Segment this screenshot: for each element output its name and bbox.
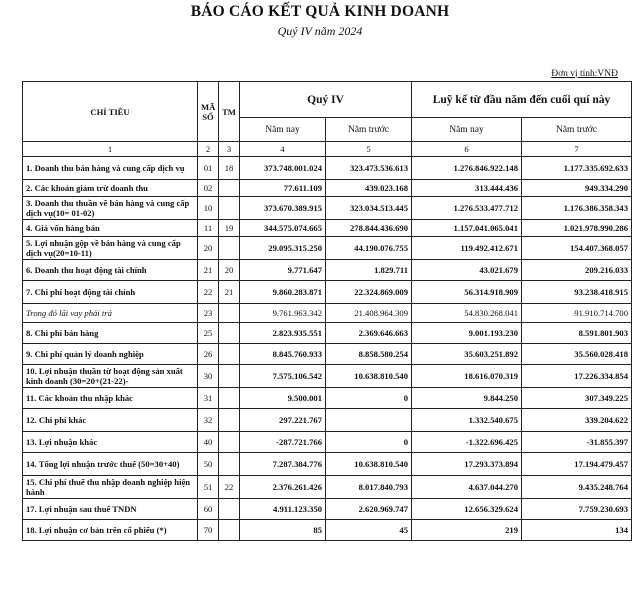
- header-y-previous-year: Năm trước: [522, 118, 632, 142]
- quarter-current-value: 373.748.001.024: [240, 157, 326, 180]
- column-number: 2: [198, 142, 219, 157]
- row-note: 18: [219, 157, 240, 180]
- header-quarter: Quý IV: [240, 82, 412, 118]
- quarter-previous-value: 2.620.969.747: [326, 499, 412, 520]
- column-number: 5: [326, 142, 412, 157]
- quarter-previous-value: 21.408.964.309: [326, 304, 412, 323]
- cumulative-previous-value: 17.194.479.457: [522, 453, 632, 476]
- quarter-current-value: 7.287.384.776: [240, 453, 326, 476]
- table-row: [23, 388, 632, 409]
- row-label: 7. Chi phí hoạt động tài chính: [23, 281, 198, 304]
- cumulative-previous-value: 134: [522, 520, 632, 541]
- table-row: [23, 453, 632, 476]
- cumulative-previous-value: 9.435.248.764: [522, 476, 632, 499]
- header-q-previous-year: Năm trước: [326, 118, 412, 142]
- row-label: 4. Giá vốn hàng bán: [23, 220, 198, 237]
- row-code: 22: [198, 281, 219, 304]
- cumulative-previous-value: 339.204.622: [522, 409, 632, 432]
- quarter-previous-value: 44.190.076.755: [326, 237, 412, 260]
- column-number-row: [23, 142, 632, 157]
- row-note: [219, 344, 240, 365]
- cumulative-previous-value: 8.591.801.903: [522, 323, 632, 344]
- row-note: 21: [219, 281, 240, 304]
- table-row: [23, 304, 632, 323]
- column-number: 7: [522, 142, 632, 157]
- cumulative-previous-value: 91.910.714.700: [522, 304, 632, 323]
- quarter-previous-value: [326, 409, 412, 432]
- row-code: 50: [198, 453, 219, 476]
- row-label: 18. Lợi nhuận cơ bản trên cổ phiếu (*): [23, 520, 198, 541]
- quarter-current-value: 85: [240, 520, 326, 541]
- table-body: [23, 82, 632, 541]
- row-note: [219, 197, 240, 220]
- row-code: 25: [198, 323, 219, 344]
- row-label: 12. Chi phí khác: [23, 409, 198, 432]
- row-label: 1. Doanh thu bán hàng và cung cấp dịch vụ: [23, 157, 198, 180]
- row-label: 11. Các khoản thu nhập khác: [23, 388, 198, 409]
- row-label: 14. Tổng lợi nhuận trước thuế (50=30+40): [23, 453, 198, 476]
- header-chi-tieu: CHỈ TIÊU: [23, 82, 198, 142]
- cumulative-current-value: -1.322.696.425: [412, 432, 522, 453]
- row-code: 20: [198, 237, 219, 260]
- cumulative-current-value: 9.001.193.230: [412, 323, 522, 344]
- row-label: 9. Chi phí quản lý doanh nghiệp: [23, 344, 198, 365]
- quarter-current-value: 344.575.074.665: [240, 220, 326, 237]
- row-note: [219, 388, 240, 409]
- quarter-current-value: 373.670.389.915: [240, 197, 326, 220]
- row-label: 5. Lợi nhuận gộp về bán hàng và cung cấp dịch vụ(20=10-11): [23, 237, 198, 260]
- row-code: 51: [198, 476, 219, 499]
- cumulative-previous-value: 7.759.230.693: [522, 499, 632, 520]
- quarter-current-value: 9.771.647: [240, 260, 326, 281]
- row-code: 10: [198, 197, 219, 220]
- quarter-current-value: 2.376.261.426: [240, 476, 326, 499]
- quarter-current-value: 77.611.109: [240, 180, 326, 197]
- row-label: 17. Lợi nhuận sau thuế TNDN: [23, 499, 198, 520]
- quarter-previous-value: 278.844.436.690: [326, 220, 412, 237]
- column-number: 1: [23, 142, 198, 157]
- cumulative-previous-value: 1.176.386.358.343: [522, 197, 632, 220]
- quarter-current-value: 9.500.001: [240, 388, 326, 409]
- column-number: 6: [412, 142, 522, 157]
- cumulative-current-value: 4.637.044.270: [412, 476, 522, 499]
- row-note: 20: [219, 260, 240, 281]
- row-code: 70: [198, 520, 219, 541]
- table-row: [23, 499, 632, 520]
- cumulative-previous-value: 35.560.028.418: [522, 344, 632, 365]
- quarter-previous-value: 10.638.810.540: [326, 365, 412, 388]
- row-note: [219, 432, 240, 453]
- cumulative-current-value: 56.314.918.909: [412, 281, 522, 304]
- cumulative-previous-value: -31.855.397: [522, 432, 632, 453]
- quarter-current-value: 4.911.123.350: [240, 499, 326, 520]
- cumulative-current-value: 17.293.373.894: [412, 453, 522, 476]
- quarter-current-value: 8.845.760.933: [240, 344, 326, 365]
- table-row: [23, 180, 632, 197]
- cumulative-previous-value: 209.216.033: [522, 260, 632, 281]
- table-row: [23, 344, 632, 365]
- row-note: 19: [219, 220, 240, 237]
- cumulative-current-value: 18.616.070.319: [412, 365, 522, 388]
- table-row: [23, 365, 632, 388]
- header-y-current-year: Năm nay: [412, 118, 522, 142]
- table-row: [23, 237, 632, 260]
- row-note: [219, 237, 240, 260]
- cumulative-current-value: 219: [412, 520, 522, 541]
- row-code: 31: [198, 388, 219, 409]
- table-row: [23, 157, 632, 180]
- report-period: Quý IV năm 2024: [277, 24, 363, 38]
- header-cumulative: Luỹ kế từ đầu năm đến cuối quí này: [412, 82, 632, 118]
- quarter-previous-value: 45: [326, 520, 412, 541]
- cumulative-previous-value: 949.334.290: [522, 180, 632, 197]
- quarter-previous-value: 8.858.580.254: [326, 344, 412, 365]
- row-code: 30: [198, 365, 219, 388]
- report-title: BÁO CÁO KẾT QUẢ KINH DOANH: [190, 3, 450, 20]
- header-ma-so: MÃ SỐ: [198, 82, 219, 142]
- column-number: 4: [240, 142, 326, 157]
- quarter-previous-value: 10.638.810.540: [326, 453, 412, 476]
- quarter-current-value: 2.823.935.551: [240, 323, 326, 344]
- cumulative-current-value: 1.276.846.922.148: [412, 157, 522, 180]
- cumulative-current-value: 1.276.533.477.712: [412, 197, 522, 220]
- row-label: 10. Lợi nhuận thuần từ hoạt động sản xuất kinh doanh (30=20+(21-22)-: [23, 365, 198, 388]
- table-row: [23, 281, 632, 304]
- row-code: 60: [198, 499, 219, 520]
- table-row: [23, 260, 632, 281]
- row-label: 15. Chi phí thuế thu nhập doanh nghiệp hiện hành: [23, 476, 198, 499]
- row-label: Trong đó lãi vay phải trả: [23, 304, 198, 323]
- quarter-current-value: 297.221.767: [240, 409, 326, 432]
- cumulative-current-value: 1.332.540.675: [412, 409, 522, 432]
- cumulative-current-value: 54.830.268.041: [412, 304, 522, 323]
- row-label: 3. Doanh thu thuần về bán hàng và cung cấp dịch vụ(10= 01-02): [23, 197, 198, 220]
- table-row: [23, 323, 632, 344]
- row-note: [219, 323, 240, 344]
- row-label: 8. Chi phí bán hàng: [23, 323, 198, 344]
- row-note: [219, 499, 240, 520]
- header-tm: TM: [219, 82, 240, 142]
- quarter-current-value: -287.721.766: [240, 432, 326, 453]
- cumulative-current-value: 43.021.679: [412, 260, 522, 281]
- table-row: [23, 476, 632, 499]
- quarter-previous-value: 22.324.869.009: [326, 281, 412, 304]
- quarter-previous-value: 323.034.513.445: [326, 197, 412, 220]
- row-code: 40: [198, 432, 219, 453]
- header-row: [23, 82, 632, 118]
- table-row: [23, 520, 632, 541]
- table-row: [23, 220, 632, 237]
- quarter-previous-value: 439.023.168: [326, 180, 412, 197]
- quarter-previous-value: 0: [326, 388, 412, 409]
- quarter-previous-value: 8.017.840.793: [326, 476, 412, 499]
- column-number: 3: [219, 142, 240, 157]
- row-note: [219, 409, 240, 432]
- row-label: 13. Lợi nhuận khác: [23, 432, 198, 453]
- quarter-previous-value: 0: [326, 432, 412, 453]
- cumulative-current-value: 119.492.412.671: [412, 237, 522, 260]
- row-note: 22: [219, 476, 240, 499]
- table-row: [23, 197, 632, 220]
- quarter-previous-value: 1.829.711: [326, 260, 412, 281]
- row-note: [219, 453, 240, 476]
- income-statement-table: [22, 81, 632, 541]
- quarter-current-value: 9.860.283.871: [240, 281, 326, 304]
- row-code: 32: [198, 409, 219, 432]
- row-code: 26: [198, 344, 219, 365]
- cumulative-current-value: 12.656.329.624: [412, 499, 522, 520]
- table-row: [23, 432, 632, 453]
- cumulative-previous-value: 93.238.418.915: [522, 281, 632, 304]
- cumulative-previous-value: 307.349.225: [522, 388, 632, 409]
- cumulative-current-value: 313.444.436: [412, 180, 522, 197]
- cumulative-current-value: 9.844.250: [412, 388, 522, 409]
- row-label: 2. Các khoản giảm trừ doanh thu: [23, 180, 198, 197]
- currency-unit: Đơn vị tính:VNĐ: [551, 69, 618, 79]
- row-code: 23: [198, 304, 219, 323]
- row-label: 6. Doanh thu hoạt động tài chính: [23, 260, 198, 281]
- quarter-current-value: 7.575.106.542: [240, 365, 326, 388]
- row-note: [219, 304, 240, 323]
- cumulative-previous-value: 154.407.368.057: [522, 237, 632, 260]
- header-q-current-year: Năm nay: [240, 118, 326, 142]
- row-note: [219, 520, 240, 541]
- quarter-previous-value: 323.473.536.613: [326, 157, 412, 180]
- quarter-previous-value: 2.369.646.663: [326, 323, 412, 344]
- row-note: [219, 365, 240, 388]
- cumulative-current-value: 1.157.041.065.041: [412, 220, 522, 237]
- row-code: 11: [198, 220, 219, 237]
- cumulative-previous-value: 1.177.335.692.633: [522, 157, 632, 180]
- row-note: [219, 180, 240, 197]
- cumulative-previous-value: 17.226.334.854: [522, 365, 632, 388]
- quarter-current-value: 29.095.315.250: [240, 237, 326, 260]
- cumulative-current-value: 35.603.251.892: [412, 344, 522, 365]
- table-row: [23, 409, 632, 432]
- row-code: 02: [198, 180, 219, 197]
- quarter-current-value: 9.761.963.342: [240, 304, 326, 323]
- row-code: 01: [198, 157, 219, 180]
- cumulative-previous-value: 1.021.978.990.286: [522, 220, 632, 237]
- row-code: 21: [198, 260, 219, 281]
